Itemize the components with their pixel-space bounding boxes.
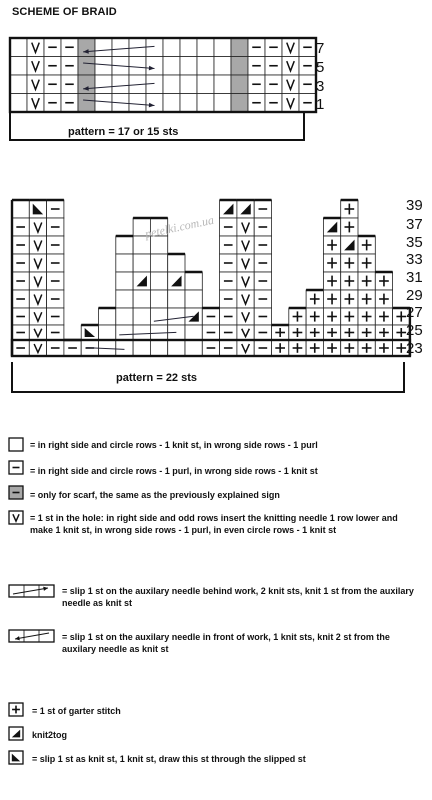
row-number: 37 <box>406 216 423 233</box>
watermark: petelki.com.ua <box>143 212 216 241</box>
pattern-label: pattern = 17 or 15 sts <box>68 126 179 138</box>
legend-text: = slip 1 st as knit st, 1 knit st, draw this st through the slipped st <box>32 754 306 764</box>
row-number: 39 <box>406 197 423 214</box>
pattern-label: pattern = 22 sts <box>116 372 198 384</box>
diagram-title: SCHEME OF BRAID <box>12 6 117 18</box>
legend-text: = in right side and circle rows - 1 purl, in wrong side rows - 1 knit st <box>30 466 318 476</box>
row-number: 5 <box>316 59 325 76</box>
row-number: 35 <box>406 234 423 251</box>
row-number: 3 <box>316 78 325 95</box>
row-number: 1 <box>316 96 325 113</box>
legend-text: = 1 st in the hole: in right side and odd rows insert the knitting needle 1 row lower and make 1 knit st, in wrong side rows - 1 purl, in even circle rows - 1 knit st <box>30 513 398 535</box>
legend-text: = in right side and circle rows - 1 knit st, in wrong side rows - 1 purl <box>30 440 318 450</box>
legend-text: = 1 st of garter stitch <box>32 706 121 716</box>
row-number: 33 <box>406 251 423 268</box>
legend-text: = slip 1 st on the auxilary needle in front of work, 1 knit sts, knit 2 st from the auxilary needle as knit st <box>62 632 390 654</box>
row-number: 29 <box>406 287 423 304</box>
legend-text: = only for scarf, the same as the previously explained sign <box>30 490 280 500</box>
row-number: 31 <box>406 269 423 286</box>
row-number: 27 <box>406 304 423 321</box>
row-number: 7 <box>316 40 325 57</box>
legend-text: = slip 1 st on the auxilary needle behind work, 2 knit sts, knit 1 st from the auxilary needle as knit st <box>62 586 414 608</box>
legend-text: knit2tog <box>32 730 67 740</box>
row-number: 25 <box>406 322 423 339</box>
row-number: 23 <box>406 340 423 357</box>
